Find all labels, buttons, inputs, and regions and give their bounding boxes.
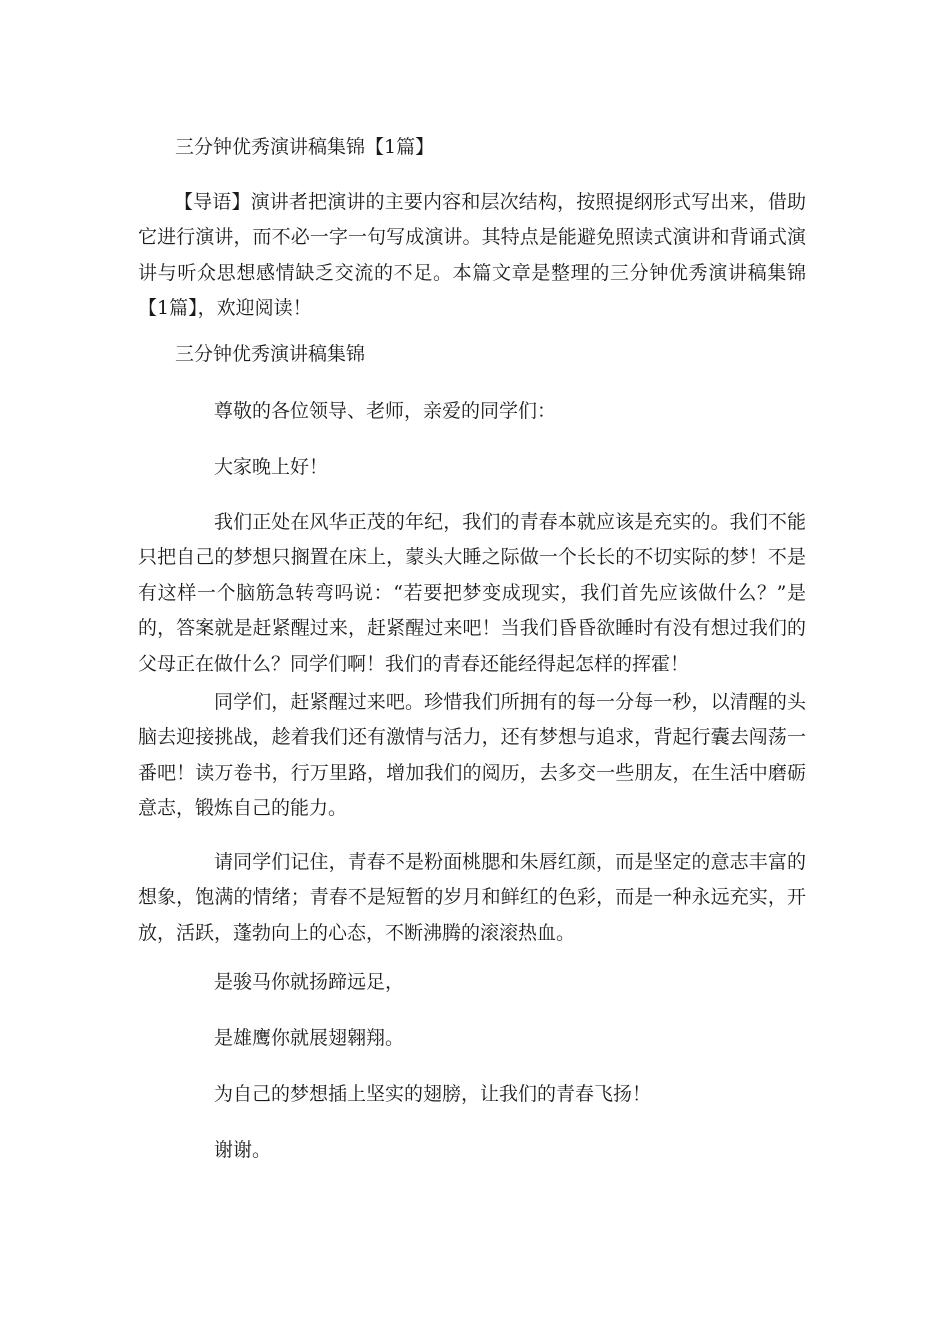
body-paragraph-2: 同学们，赶紧醒过来吧。珍惜我们所拥有的每一分每一秒，以清醒的头脑去迎接挑战，趁着我们还有激情与活力，还有梦想与追求，背起行囊去闯荡一番吧！读万卷书，行万里路，增加我们的阅历，去多交一些朋友，在生活中磨砺意志，锻炼自己的能力。 (138, 691, 806, 820)
closing: 谢谢。 (214, 1139, 272, 1161)
body-paragraph-3: 请同学们记住，青春不是粉面桃腮和朱唇红颜，而是坚定的意志丰富的想象，饱满的情绪；青春不是短暂的岁月和鲜红的色彩，而是一种永远充实，开放，活跃，蓬勃向上的心态，不断沸腾的滚滚热血。 (138, 851, 806, 944)
body-paragraph-1: 我们正处在风华正茂的年纪，我们的青春本就应该是充实的。我们不能只把自己的梦想只搁置在床上，蒙头大睡之际做一个长长的不切实际的梦！不是有这样一个脑筋急转弯吗说：“若要把梦变成现实，我们首先应该做什么？”是的，答案就是赶紧醒过来，赶紧醒过来吧！当我们昏昏欲睡时有没有想过我们的父母正在做什么？同学们啊！我们的青春还能经得起怎样的挥霍！ (138, 511, 806, 675)
salutation: 尊敬的各位领导、老师，亲爱的同学们： (214, 400, 557, 422)
verse-line-2: 是雄鹰你就展翅翱翔。 (214, 1027, 405, 1049)
section-title: 三分钟优秀演讲稿集锦 (175, 343, 366, 365)
intro-paragraph: 【导语】演讲者把演讲的主要内容和层次结构，按照提纲形式写出来，借助它进行演讲，而不必一字一句写成演讲。其特点是能避免照读式演讲和背诵式演讲与听众思想感情缺乏交流的不足。本篇文章是整理的三分钟优秀演讲稿集锦【1篇】，欢迎阅读！ (138, 191, 806, 320)
document-title: 三分钟优秀演讲稿集锦【1篇】 (175, 136, 435, 158)
verse-line-3: 为自己的梦想插上坚实的翅膀，让我们的青春飞扬！ (214, 1083, 652, 1105)
verse-line-1: 是骏马你就扬蹄远足， (214, 971, 405, 993)
greeting: 大家晚上好！ (214, 456, 329, 478)
